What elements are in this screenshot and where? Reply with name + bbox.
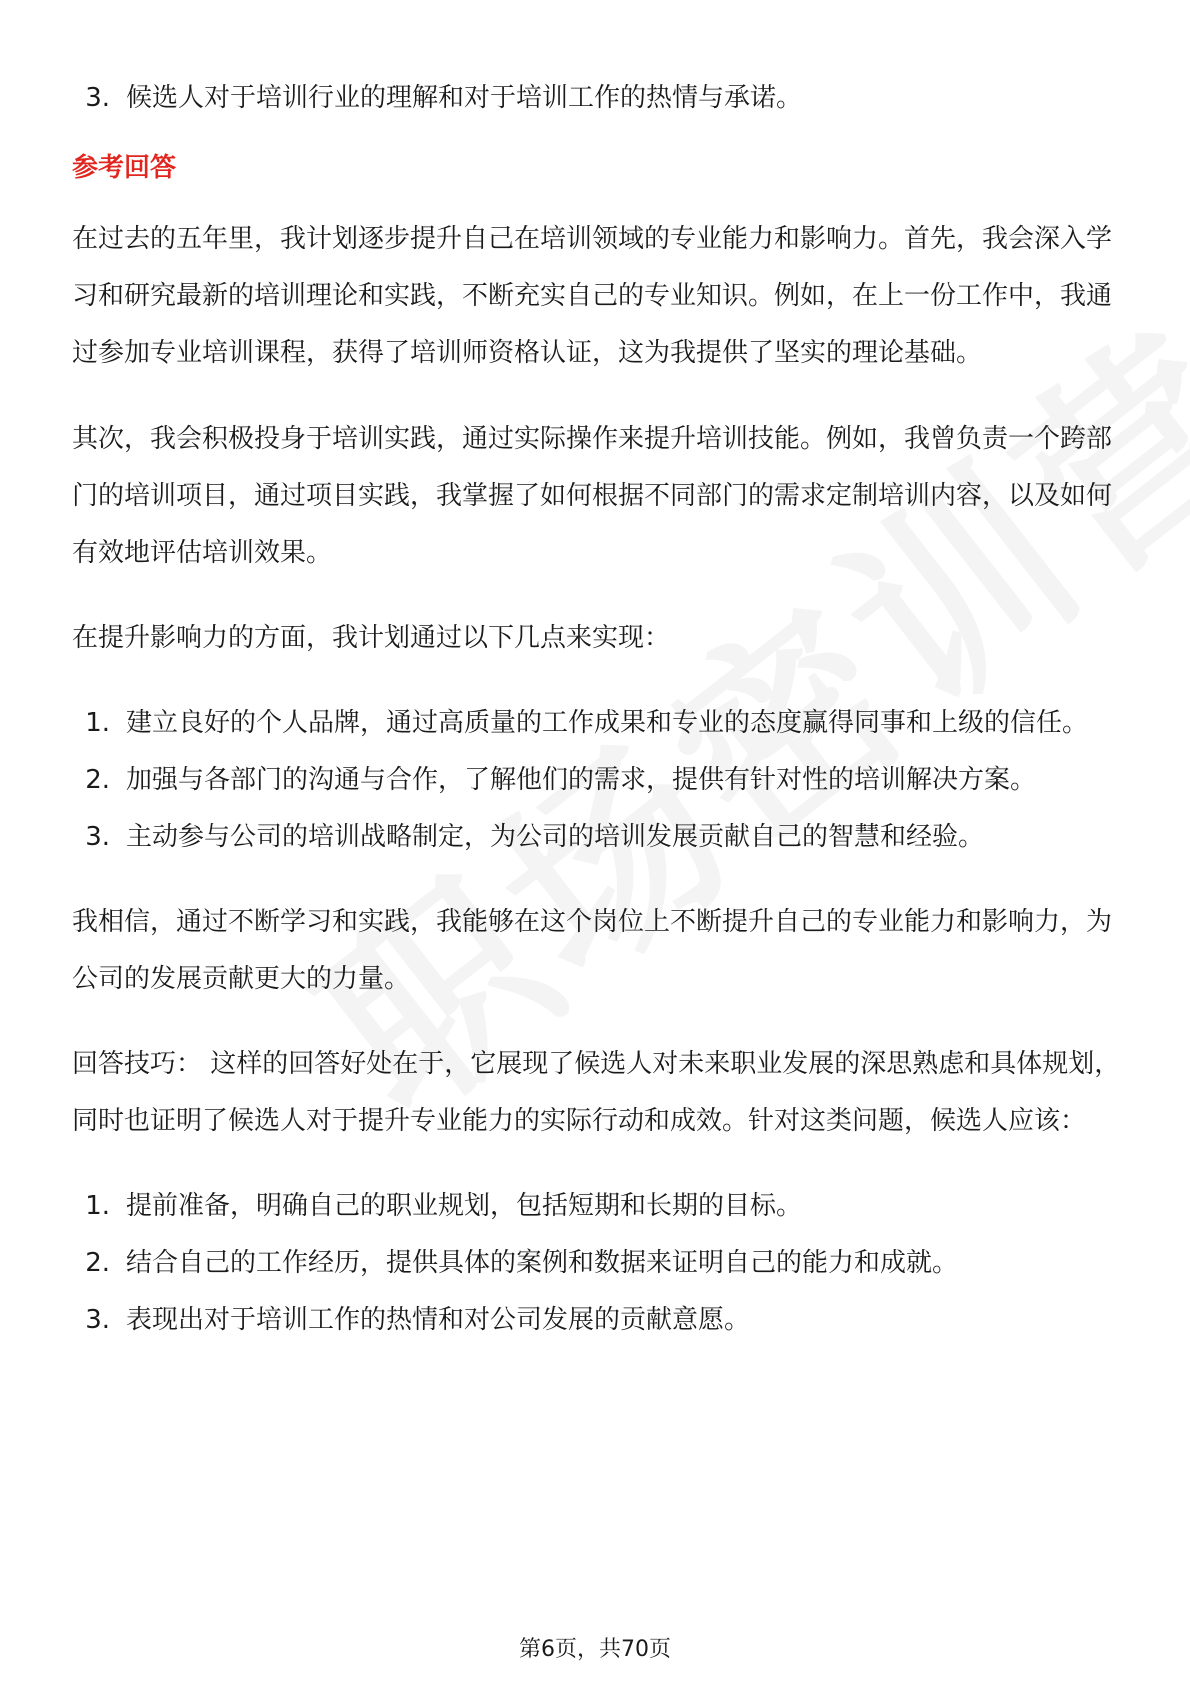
page-content bbox=[72, 70, 1122, 1349]
list-item bbox=[72, 1292, 1122, 1349]
list-text: 加强与各部门的沟通与合作，了解他们的需求，提供有针对性的培训解决方案。 bbox=[126, 765, 1037, 795]
list-number: 1. bbox=[85, 1191, 110, 1221]
list-number: 3. bbox=[85, 822, 110, 852]
paragraph-4: 我相信，通过不断学习和实践，我能够在这个岗位上不断提升自己的专业能力和影响力，为公司的发展贡献更大的力量。 bbox=[72, 907, 1113, 994]
list-item bbox=[72, 695, 1122, 752]
page-footer: 第6页，共70页 bbox=[519, 1637, 671, 1662]
list-number: 3. bbox=[85, 83, 110, 113]
list-text: 建立良好的个人品牌，通过高质量的工作成果和专业的态度赢得同事和上级的信任。 bbox=[126, 708, 1089, 738]
section-heading: 参考回答 bbox=[72, 153, 177, 183]
tips-list bbox=[72, 1178, 1122, 1349]
paragraph-1: 在过去的五年里，我计划逐步提升自己在培训领域的专业能力和影响力。首先，我会深入学习和研究最新的培训理论和实践，不断充实自己的专业知识。例如，在上一份工作中，我通过参加专业培训课程，获得了培训师资格认证，这为我提供了坚实的理论基础。 bbox=[72, 224, 1113, 368]
top-list bbox=[72, 70, 1122, 127]
list-item bbox=[72, 809, 1122, 866]
list-text: 结合自己的工作经历，提供具体的案例和数据来证明自己的能力和成就。 bbox=[126, 1248, 959, 1278]
list-number: 1. bbox=[85, 708, 110, 738]
list-item bbox=[72, 1235, 1122, 1292]
list-text: 提前准备，明确自己的职业规划，包括短期和长期的目标。 bbox=[126, 1191, 803, 1221]
paragraph-3: 在提升影响力的方面，我计划通过以下几点来实现： bbox=[72, 623, 671, 653]
list-number: 2. bbox=[85, 1248, 110, 1278]
list-item bbox=[72, 1178, 1122, 1235]
list-number: 2. bbox=[85, 765, 110, 795]
list-text: 表现出对于培训工作的热情和对公司发展的贡献意愿。 bbox=[126, 1305, 751, 1335]
list-text: 主动参与公司的培训战略制定，为公司的培训发展贡献自己的智慧和经验。 bbox=[126, 822, 985, 852]
list-item bbox=[72, 70, 1122, 127]
paragraph-5: 回答技巧： 这样的回答好处在于，它展现了候选人对未来职业发展的深思熟虑和具体规划，同时也证明了候选人对于提升专业能力的实际行动和成效。针对这类问题，候选人应该： bbox=[72, 1049, 1121, 1136]
paragraph-2: 其次，我会积极投身于培训实践，通过实际操作来提升培训技能。例如，我曾负责一个跨部门的培训项目，通过项目实践，我掌握了如何根据不同部门的需求定制培训内容，以及如何有效地评估培训效果。 bbox=[72, 424, 1113, 568]
list-item bbox=[72, 752, 1122, 809]
list-number: 3. bbox=[85, 1305, 110, 1335]
list-text: 候选人对于培训行业的理解和对于培训工作的热情与承诺。 bbox=[126, 83, 803, 113]
influence-list bbox=[72, 695, 1122, 866]
